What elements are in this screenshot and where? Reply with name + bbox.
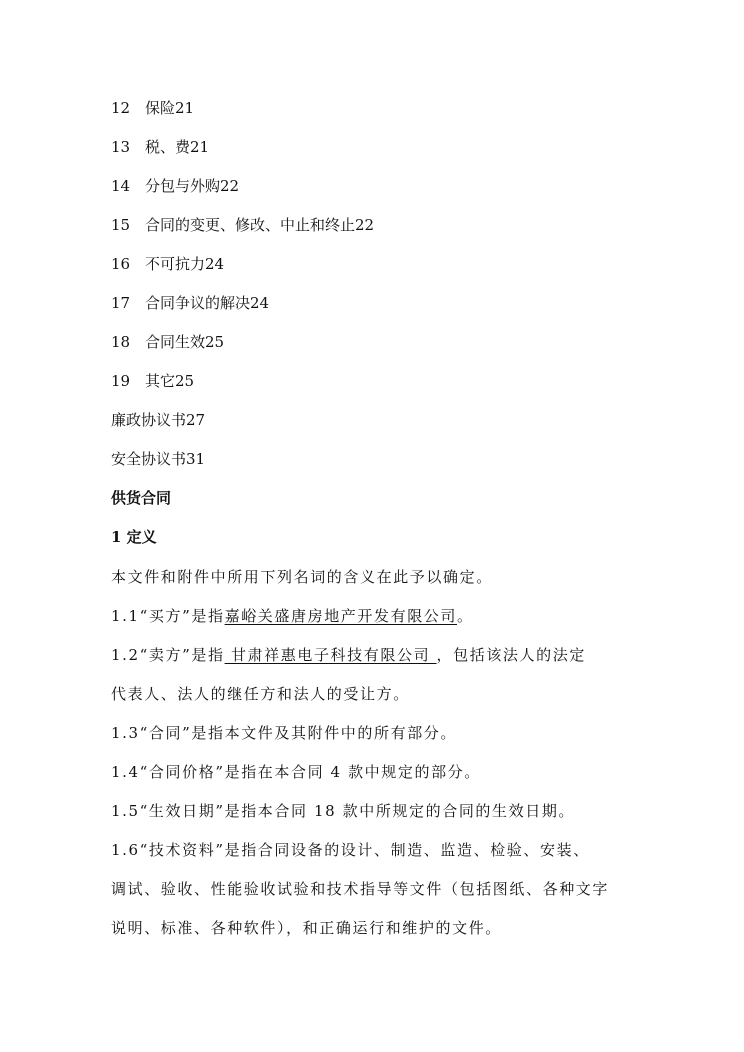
definition-1-2-continued: 代表人、法人的继任方和法人的受让方。 [111,685,410,703]
toc-entry-number: 13 [111,138,131,156]
toc-entry-page: 22 [220,177,240,195]
toc-entry-13[interactable] [111,137,209,157]
definition-1-4: 1.4“合同价格”是指在本合同 4 款中规定的部分。 [111,763,481,781]
toc-entry-page: 31 [186,450,206,468]
toc-entry-14[interactable] [111,176,239,196]
definition-1-5: 1.5“生效日期”是指本合同 18 款中所规定的合同的生效日期。 [111,802,576,820]
toc-entry-title: 安全协议书 [111,450,187,468]
toc-entry-title: 分包与外购 [145,177,221,195]
toc-entry-18[interactable] [111,332,224,352]
toc-entry-page: 25 [205,333,225,351]
toc-entry-page: 24 [250,294,270,312]
toc-entry-number: 16 [111,255,131,273]
definition-1-2-suffix: ，包括该法人的法定 [436,646,586,664]
toc-entry-number: 15 [111,216,131,234]
toc-entry-number: 12 [111,99,131,117]
toc-entry-title: 税、费 [145,138,191,156]
toc-entry-title: 其它 [145,372,176,390]
definition-1-2-prefix: 1.2“卖方”是指 [111,646,225,664]
definition-1-6-line-3: 说明、标准、各种软件），和正确运行和维护的文件。 [111,919,502,937]
toc-entry-title: 合同生效 [145,333,206,351]
definition-1-1-prefix: 1.1“买方”是指 [111,607,225,625]
definition-1-6: 1.6“技术资料”是指合同设备的设计、制造、监造、检验、安装、 [111,841,590,859]
toc-entry-title: 不可抗力 [145,255,206,273]
definition-1-6-line-2: 调试、验收、性能验收试验和技术指导等文件（包括图纸、各种文字 [111,880,610,898]
section-heading-definitions: 1 定义 [111,528,157,546]
toc-entry-number: 17 [111,294,131,312]
toc-entry-title: 廉政协议书 [111,411,187,429]
toc-entry-number: 14 [111,177,131,195]
toc-entry-title: 合同争议的解决 [145,294,251,312]
definition-1-1-suffix: 。 [457,607,474,625]
toc-entry-page: 27 [186,411,206,429]
toc-entry-title: 合同的变更、修改、中止和终止 [145,216,356,234]
toc-entry-page: 21 [190,138,210,156]
toc-entry-16[interactable] [111,254,224,274]
definition-1-1 [111,606,474,626]
document-title: 供货合同 [111,489,172,507]
intro-paragraph: 本文件和附件中所用下列名词的含义在此予以确定。 [111,568,493,586]
toc-entry-integrity-agreement[interactable] [111,410,205,430]
toc-entry-17[interactable] [111,293,269,313]
toc-entry-number: 18 [111,333,131,351]
toc-entry-page: 24 [205,255,225,273]
definition-1-2 [111,645,586,665]
toc-entry-page: 21 [175,99,195,117]
toc-entry-title: 保险 [145,99,176,117]
definition-1-3: 1.3“合同”是指本文件及其附件中的所有部分。 [111,724,457,742]
buyer-name: 嘉峪关盛唐房地产开发有限公司 [224,607,457,625]
seller-name: 甘肃祥惠电子科技有限公司 [224,646,437,664]
toc-entry-number: 19 [111,372,131,390]
toc-entry-page: 22 [355,216,375,234]
toc-entry-12[interactable] [111,98,194,118]
toc-entry-page: 25 [175,372,195,390]
toc-entry-19[interactable] [111,371,194,391]
toc-entry-safety-agreement[interactable] [111,449,205,469]
toc-entry-15[interactable] [111,215,374,235]
